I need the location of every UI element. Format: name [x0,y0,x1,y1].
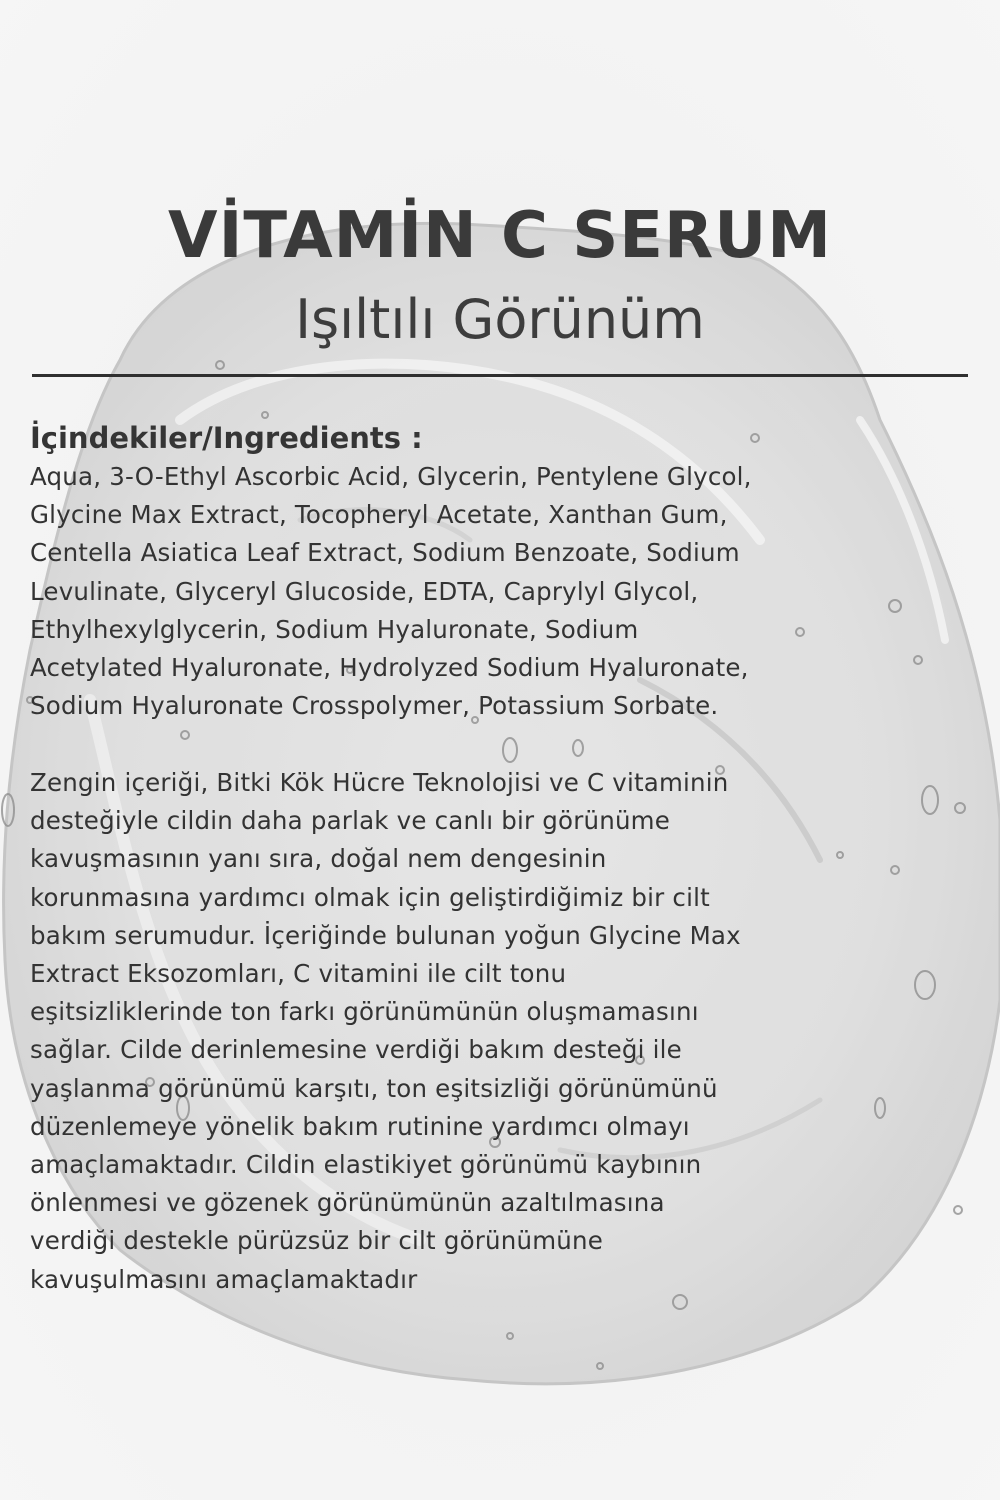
product-description [30,764,975,1299]
description-line: eşitsizliklerinde ton farkı görünümünün oluşmamasını [30,997,699,1027]
ingredients-heading: İçindekiler/Ingredients : [30,421,423,455]
page-subtitle: Işıltılı Görünüm [295,288,705,351]
description-line: korunmasına yardımcı olmak için geliştirdiğimiz bir cilt [30,882,710,912]
ingredients-line: Sodium Hyaluronate Crosspolymer, Potassium Sorbate. [30,691,719,721]
ingredients-line: Centella Asiatica Leaf Extract, Sodium Benzoate, Sodium [30,538,740,568]
ingredients-line: Ethylhexylglycerin, Sodium Hyaluronate, Sodium [30,614,639,644]
description-line: desteğiyle cildin daha parlak ve canlı bir görünüme [30,806,671,836]
ingredients-line: Aqua, 3-O-Ethyl Ascorbic Acid, Glycerin, Pentylene Glycol, [30,462,752,491]
description-line: yaşlanma görünümü karşıtı, ton eşitsizliği görünümünü [30,1073,718,1103]
page-title: VİTAMİN C SERUM [168,199,832,273]
description-line: düzenlemeye yönelik bakım rutinine yardımcı olmayı [30,1111,690,1141]
description-line: Extract Eksozomları, C vitamini ile cilt tonu [30,959,567,989]
description-line: önlenmesi ve gözenek görünümünün azaltılmasına [30,1188,665,1218]
description-line: sağlar. Cilde derinlemesine verdiği bakım desteği ile [30,1035,682,1065]
ingredients-line: Levulinate, Glyceryl Glucoside, EDTA, Caprylyl Glycol, [30,576,699,606]
description-line: Zengin içeriği, Bitki Kök Hücre Teknolojisi ve C vitaminin [30,768,729,797]
ingredients-line: Acetylated Hyaluronate, Hydrolyzed Sodium Hyaluronate, [30,653,749,683]
ingredients-line: Glycine Max Extract, Tocopheryl Acetate, Xanthan Gum, [30,500,728,530]
description-line: amaçlamaktadır. Cildin elastikiyet görünümü kaybının [30,1150,702,1180]
description-line: verdiği destekle pürüzsüz bir cilt görünümüne [30,1226,604,1256]
description-line: bakım serumudur. İçeriğinde bulunan yoğun Glycine Max [30,920,741,950]
description-line: kavuşmasının yanı sıra, doğal nem dengesinin [30,844,607,874]
ingredients-list [30,458,975,725]
description-line: kavuşulmasını amaçlamaktadır [30,1264,418,1294]
divider [32,374,968,377]
